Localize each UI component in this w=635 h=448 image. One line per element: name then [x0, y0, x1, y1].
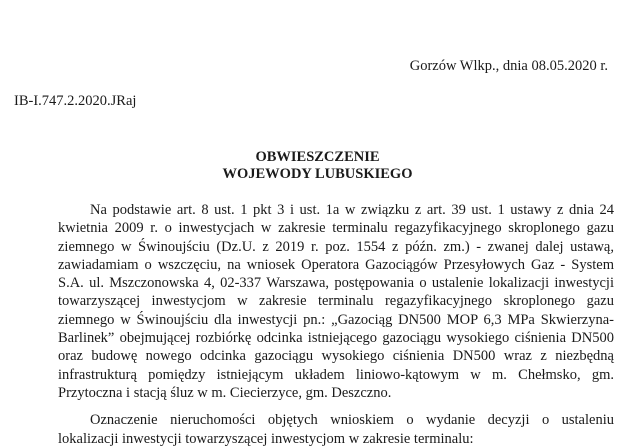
- paragraph-1: [58, 201, 614, 402]
- place-and-date: Gorzów Wlkp., dnia 08.05.2020 r.: [409, 58, 608, 74]
- reference-number: IB-I.747.2.2020.JRaj: [14, 93, 137, 109]
- text-line: infrastrukturą pomiędzy istniejącym układem liniowo-kątowym w m. Chełmsko, gm.: [58, 366, 614, 383]
- text-line: ziemnego w Świnoujściu dla inwestycji pn.: „Gazociąg DN500 MOP 6,3 MPa Skwierzyna-: [58, 311, 614, 328]
- text-line: Barlinek” obejmującej rozbiórkę odcinka istniejącego gazociągu wysokiego ciśnienia DN500: [58, 330, 614, 347]
- text-line: zawiadamiam o wszczęciu, na wniosek Operatora Gazociągów Przesyłowych Gaz - System: [58, 256, 614, 273]
- text-line: towarzyszącej inwestycjom w zakresie terminalu regazyfikacyjnego skroplonego gazu: [58, 293, 614, 310]
- document-body: [58, 201, 614, 448]
- text-line: kwietnia 2009 r. o inwestycjach w zakresie terminalu regazyfikacyjnego skroplonego gazu: [58, 220, 614, 237]
- title-line-1: OBWIESZCZENIE: [255, 149, 380, 165]
- text-line: oraz budowę nowego odcinka gazociągu wysokiego ciśnienia DN500 wraz z niezbędną: [58, 348, 614, 365]
- text-line: lokalizacji inwestycji towarzyszącej inwestycjom w zakresie terminalu:: [58, 430, 474, 447]
- text-line: Przytoczna i stacją śluz w m. Ciecierzyce, gm. Deszczno.: [58, 384, 392, 401]
- paragraph-2: [58, 411, 614, 448]
- text-line: S.A. ul. Mszczonowska 4, 02-337 Warszawa, postępowania o ustalenie lokalizacji inwestycji: [58, 275, 614, 292]
- document-title: [0, 149, 635, 183]
- text-line: ziemnego w Świnoujściu (Dz.U. z 2019 r. poz. 1554 z późn. zm.) - zwanej dalej ustawą,: [58, 238, 614, 255]
- text-line: Na podstawie art. 8 ust. 1 pkt 3 i ust. 1a w związku z art. 39 ust. 1 ustawy z dnia 24: [90, 202, 614, 218]
- title-line-2: WOJEWODY LUBUSKIEGO: [222, 166, 413, 182]
- text-line: Oznaczenie nieruchomości objętych wnioskiem o wydanie decyzji o ustaleniu: [90, 412, 614, 429]
